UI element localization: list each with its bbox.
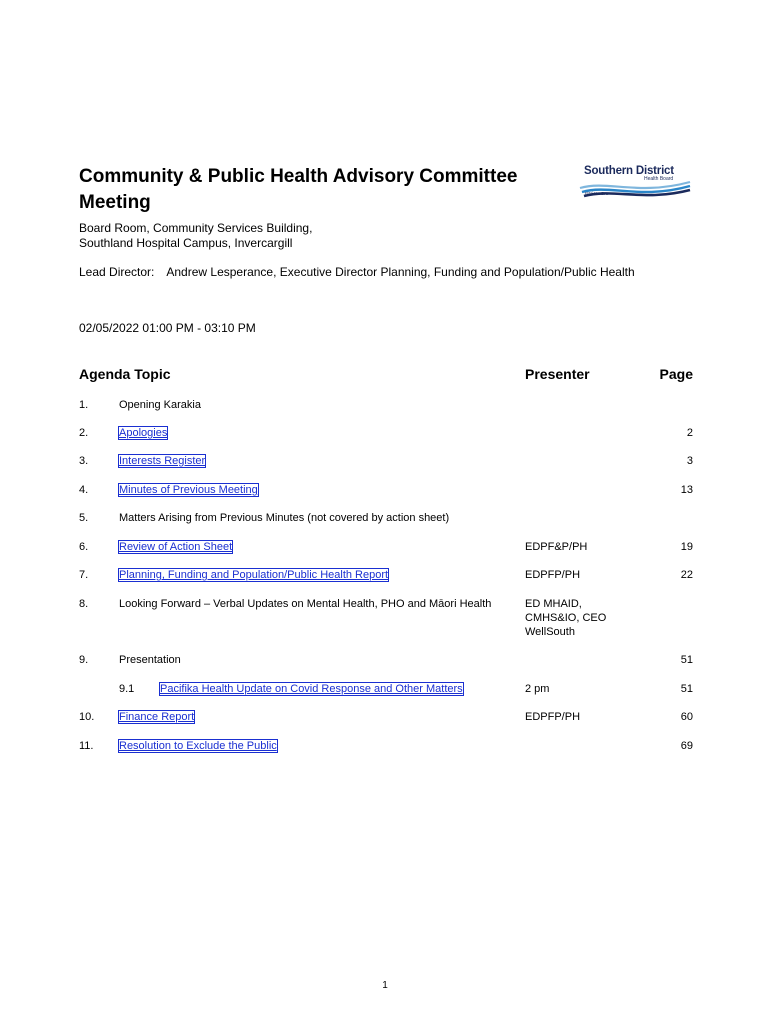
item-topic: Matters Arising from Previous Minutes (not covered by action sheet) [119,512,450,524]
page-number: 1 [382,980,388,991]
logo-wave-icon [578,178,694,200]
logo-name: Southern District [584,165,674,177]
meeting-datetime: 02/05/2022 01:00 PM - 03:10 PM [79,321,256,335]
planning-report-link[interactable]: Planning, Funding and Population/Public Health Report [119,569,389,581]
item-number: 8. [79,598,89,610]
item-presenter: 2 pm [525,683,550,695]
lead-director [79,265,679,280]
item-number: 4. [79,484,89,496]
logo-subname: Health Board [644,176,674,182]
item-presenter: ED MHAID, CMHS&IO, CEO WellSouth [525,598,607,638]
item-number: 11. [79,740,94,752]
item-page: 3 [686,455,693,467]
header-presenter: Presenter [525,366,590,382]
minutes-link[interactable]: Minutes of Previous Meeting [119,484,258,496]
meeting-title: Community & Public Health Advisory Committee Meeting [79,166,518,213]
sdhb-logo [578,164,694,204]
item-number: 3. [79,455,89,467]
action-sheet-link[interactable]: Review of Action Sheet [119,541,233,553]
item-topic: Opening Karakia [119,399,201,411]
lead-director-label: Lead Director: [79,265,155,279]
item-presenter: EDPFP/PH [525,569,581,581]
item-number: 9. [79,654,89,666]
item-page: 60 [680,711,693,723]
lead-director-value: Andrew Lesperance, Executive Director Planning, Funding and Population/Public Health [166,265,635,279]
item-page: 13 [680,484,693,496]
pacifika-update-link[interactable]: Pacifika Health Update on Covid Response and Other Matters [160,683,463,695]
item-topic: Looking Forward – Verbal Updates on Mental Health, PHO and Māori Health [119,598,492,610]
item-page: 22 [680,569,693,581]
item-presenter: EDPF&P/PH [525,541,588,553]
venue-line-1: Board Room, Community Services Building, [79,221,313,235]
item-page: 51 [680,683,693,695]
finance-report-link[interactable]: Finance Report [119,711,195,723]
item-page: 51 [680,654,693,666]
item-number: 1. [79,399,89,411]
item-page: 2 [686,427,693,439]
apologies-link[interactable]: Apologies [119,427,168,439]
item-number: 10. [79,711,95,723]
logo-tagline: Pāti Ka Ora [585,191,609,196]
item-number: 9.1 [119,683,135,695]
exclude-public-link[interactable]: Resolution to Exclude the Public [119,740,277,752]
item-presenter: EDPFP/PH [525,711,581,723]
item-number: 5. [79,512,89,524]
header-page: Page [659,366,693,382]
interests-register-link[interactable]: Interests Register [119,455,206,467]
item-number: 7. [79,569,89,581]
item-topic: Presentation [119,654,181,666]
venue-line-2: Southland Hospital Campus, Invercargill [79,236,293,250]
venue [79,221,312,251]
item-number: 2. [79,427,89,439]
item-number: 6. [79,541,89,553]
header-agenda-topic: Agenda Topic [79,366,171,382]
item-page: 69 [680,740,693,752]
item-page: 19 [680,541,693,553]
